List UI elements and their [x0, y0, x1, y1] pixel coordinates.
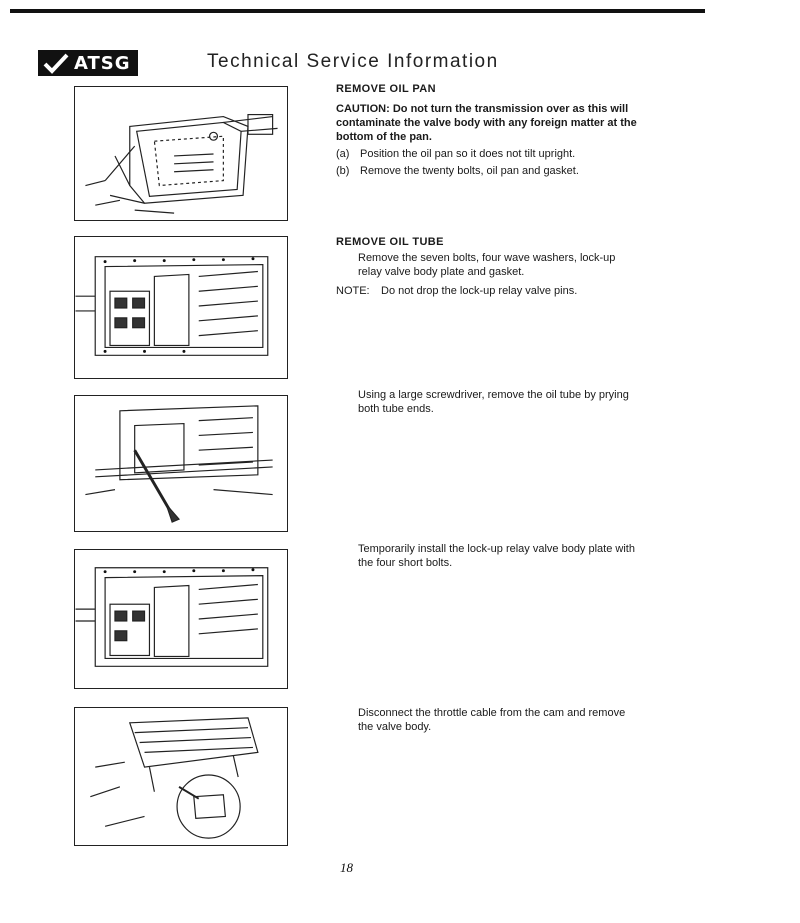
step-tag: (b): [336, 165, 350, 177]
caution-label: CAUTION:: [336, 103, 390, 115]
caution-text: [336, 102, 641, 144]
step-text: Remove the twenty bolts, oil pan and gasket.: [360, 165, 579, 177]
relay-plate-install-illustration: [74, 549, 288, 689]
throttle-cable-disconnect-illustration: [74, 707, 288, 846]
section-heading: REMOVE OIL PAN: [336, 83, 436, 95]
logo-text: ATSG: [74, 52, 131, 74]
caution-body: Do not turn the transmission over as this will contaminate the valve body with any foreign matter at the bottom of the pan.: [336, 103, 637, 143]
valve-body-bolts-illustration: [74, 236, 288, 379]
step-text: Position the oil pan so it does not tilt upright.: [360, 148, 576, 160]
note-text: [336, 284, 641, 298]
remove-oil-tube-section: [336, 235, 641, 298]
install-plate-section: [336, 542, 641, 570]
section-body: Remove the seven bolts, four wave washers, lock-up relay valve body plate and gasket.: [358, 252, 616, 278]
oil-pan-removal-illustration: [74, 86, 288, 221]
section-body: Using a large screwdriver, remove the oil tube by prying both tube ends.: [358, 389, 629, 415]
step-item: [336, 164, 641, 178]
remove-oil-pan-section: [336, 82, 641, 178]
pry-tube-section: [336, 388, 641, 416]
throttle-cable-section: [336, 706, 641, 734]
page-number: 18: [340, 860, 353, 875]
section-body: Disconnect the throttle cable from the cam and remove the valve body.: [358, 707, 626, 733]
header-rule: [10, 9, 705, 13]
note-body: Do not drop the lock-up relay valve pins.: [381, 285, 578, 297]
oil-tube-prying-illustration: [74, 395, 288, 532]
section-heading: REMOVE OIL TUBE: [336, 236, 444, 248]
page-title: Technical Service Information: [207, 51, 499, 72]
note-label: NOTE:: [336, 285, 370, 297]
checkmark-icon: [42, 52, 70, 74]
section-body: Temporarily install the lock-up relay valve body plate with the four short bolts.: [358, 543, 635, 569]
step-tag: (a): [336, 148, 350, 160]
atsg-logo: [38, 50, 138, 76]
step-item: [336, 147, 641, 161]
